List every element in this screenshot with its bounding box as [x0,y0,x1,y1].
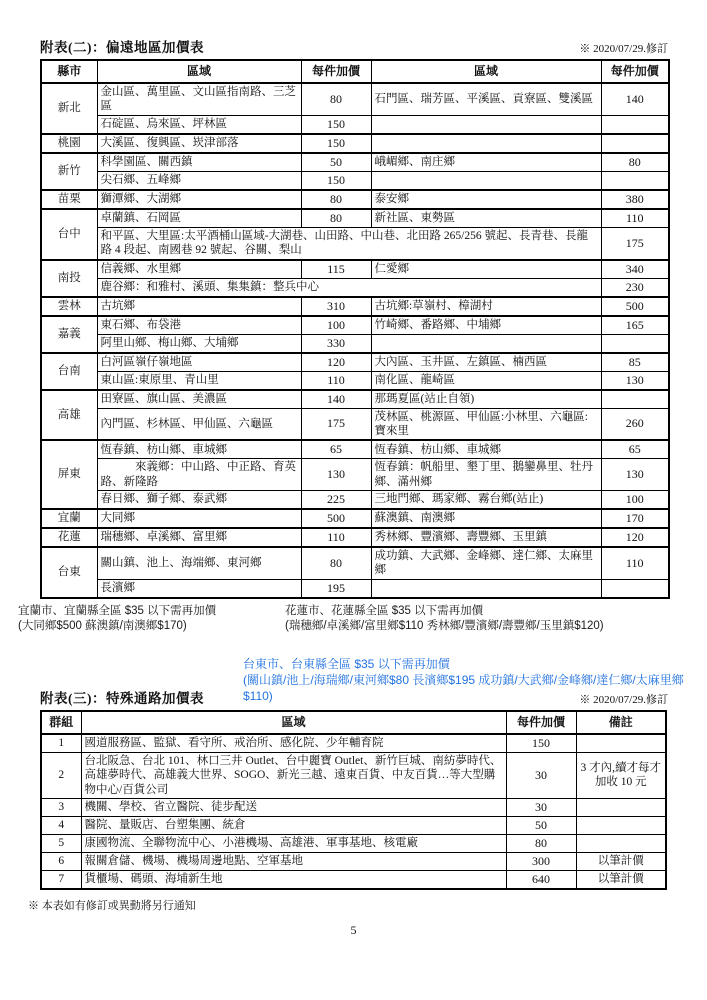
region-cell: 醫院、量販店、台塑集團、統倉 [81,816,506,834]
region-cell: 峨嵋鄉、南庄鄉 [371,153,601,172]
region-cell: 茂林區、桃源區、甲仙區:小林里、六龜區:寶來里 [371,408,601,440]
county-cell: 宜蘭 [41,509,97,528]
price-cell: 110 [601,547,669,579]
region-cell: 卓蘭鎮、石岡區 [97,209,301,228]
region-cell: 大同鄉 [97,509,301,528]
price-cell [601,579,669,598]
note-yilan-line1: 宜蘭市、宜蘭縣全區 $35 以下需再加價 [18,604,217,617]
region-cell: 機關、學校、省立醫院、徒步配送 [81,798,506,816]
table-row [41,459,669,491]
region-cell [371,171,601,190]
price-cell: 165 [601,316,669,335]
price-cell [601,334,669,353]
county-cell: 嘉義 [41,316,97,353]
region-cell: 秀林鄉、豐濱鄉、壽豐鄉、玉里鎮 [371,528,601,547]
header-group: 群組 [41,711,81,734]
region-cell: 關山鎮、池上、海端鄉、東河鄉 [97,547,301,579]
table-row [41,870,666,889]
price-cell [601,390,669,409]
table-row [41,334,669,353]
price-cell: 175 [301,408,371,440]
price-cell: 130 [601,459,669,491]
table-row [41,408,669,440]
price-cell: 65 [301,440,371,459]
region-cell: 東石鄉、布袋港 [97,316,301,335]
price-cell: 65 [601,440,669,459]
region-cell: 阿里山鄉、梅山鄉、大埔鄉 [97,334,301,353]
price-cell: 100 [601,491,669,510]
section1-header [0,36,707,59]
section1-revision-date: ※ 2020/07/29.修訂 [579,43,668,55]
price-cell: 100 [301,316,371,335]
section2-title: 附表(三)：特殊通路加價表 [40,690,204,706]
price-cell: 80 [506,834,576,852]
remark-cell: 以筆計價 [576,870,666,889]
county-cell: 花蓮 [41,528,97,547]
region-cell: 長濱鄉 [97,579,301,598]
remark-cell: 3 才內,續才每才加收 10 元 [576,752,666,798]
price-cell: 80 [301,190,371,209]
price-cell: 260 [601,408,669,440]
group-cell: 1 [41,734,81,753]
county-cell: 新北 [41,83,97,134]
price-cell: 120 [601,528,669,547]
price-cell: 150 [301,134,371,153]
price-cell: 80 [601,153,669,172]
region-cell: 貨櫃場、碼頭、海埔新生地 [81,870,506,889]
group-cell: 3 [41,798,81,816]
table-row [41,297,669,316]
table-row [41,752,666,798]
county-cell: 台東 [41,547,97,598]
note-taitung-line2: (關山鎮/池上/海瑞鄉/東河鄉$80 長濱鄉$195 成功鎮/大武鄉/金峰鄉/達仁鄉/太麻里鄉$110) [243,672,684,703]
price-cell: 640 [506,870,576,889]
note-yilan-line2: (大同鄉$500 蘇澳鎮/南澳鄉$170) [18,620,187,633]
region-cell: 石門區、瑞芳區、平溪區、貢寮區、雙溪區 [371,83,601,115]
header-region-left: 區域 [97,60,301,83]
price-cell: 140 [601,83,669,115]
group-cell: 6 [41,852,81,870]
table-row [41,153,669,172]
county-cell: 新竹 [41,153,97,190]
note-hualien [285,604,705,635]
note-hualien-line1: 花蓮市、花蓮縣全區 $35 以下需再加價 [285,604,484,617]
region-cell: 新社區、東勢區 [371,209,601,228]
price-cell: 150 [506,734,576,753]
region-cell: 尖石鄉、五峰鄉 [97,171,301,190]
county-cell: 桃園 [41,134,97,153]
remote-area-surcharge-table [40,59,670,599]
remark-cell [576,816,666,834]
remark-cell [576,734,666,753]
region-cell: 報關倉儲、機場、機場周邊地點、空軍基地 [81,852,506,870]
region-cell: 大溪區、復興區、崁津部落 [97,134,301,153]
header-price-right: 每件加價 [601,60,669,83]
group-cell: 5 [41,834,81,852]
table-row [41,115,669,134]
table-row [41,171,669,190]
price-cell: 115 [301,260,371,279]
county-cell: 台中 [41,209,97,260]
header-remark: 備註 [576,711,666,734]
region-cell: 南化區、龍崎區 [371,371,601,390]
price-cell: 80 [301,547,371,579]
price-cell: 340 [601,260,669,279]
note-taitung [243,656,701,704]
region-cell [371,579,601,598]
county-cell: 南投 [41,260,97,297]
table-row [41,509,669,528]
price-cell: 175 [601,227,669,259]
price-cell: 80 [301,209,371,228]
region-cell: 那瑪夏區(站止自領) [371,390,601,409]
price-cell: 120 [301,353,371,372]
group-cell: 4 [41,816,81,834]
region-cell: 恆春鎮、枋山鄉、車城鄉 [97,440,301,459]
county-cell: 台南 [41,353,97,390]
price-cell: 50 [506,816,576,834]
price-cell [601,171,669,190]
price-cell: 150 [301,115,371,134]
table-header-row [41,711,666,734]
table-row [41,834,666,852]
region-cell: 古坑鄉:草嶺村、樟湖村 [371,297,601,316]
region-cell [371,334,601,353]
price-cell: 300 [506,852,576,870]
region-cell: 田寮區、旗山區、美濃區 [97,390,301,409]
table-row [41,734,666,753]
header-price: 每件加價 [506,711,576,734]
section2-revision-date: ※ 2020/07/29.修訂 [579,693,668,706]
price-cell: 30 [506,752,576,798]
region-cell: 台北阪急、台北 101、林口三井 Outlet、台中麗寶 Outlet、新竹巨城、南紡夢時代、高雄夢時代、高雄義大世界、SOGO、新光三越、遠東百貨、中友百貨…等大型購物中心/百貨公司 [81,752,506,798]
table-header-row [41,60,669,83]
special-channel-surcharge-table [40,710,667,890]
region-cell: 東山區:東原里、青山里 [97,371,301,390]
table-row [41,134,669,153]
price-cell: 130 [301,459,371,491]
region-cell: 三地門鄉、瑪家鄉、霧台鄉(站止) [371,491,601,510]
region-cell: 瑞穗鄉、卓溪鄉、富里鄉 [97,528,301,547]
page-number: 5 [350,922,357,937]
price-cell: 380 [601,190,669,209]
price-cell: 330 [301,334,371,353]
footer-revision-note: ※ 本表如有修訂或異動將另行通知 [28,899,196,912]
price-cell: 110 [601,209,669,228]
region-cell: 恆春鎮：帆船里、墾丁里、鵝鑾鼻里、牡丹鄉、滿州鄉 [371,459,601,491]
region-cell: 竹崎鄉、番路鄉、中埔鄉 [371,316,601,335]
county-cell: 雲林 [41,297,97,316]
county-cell: 高雄 [41,390,97,441]
table-row [41,798,666,816]
price-cell: 85 [601,353,669,372]
header-region-right: 區域 [371,60,601,83]
price-cell: 50 [301,153,371,172]
remark-cell [576,798,666,816]
region-cell: 白河區嶺仔嶺地區 [97,353,301,372]
price-cell: 130 [601,371,669,390]
table-row [41,579,669,598]
region-cell-merged: 鹿谷鄉：和雅村、溪頭、集集鎮：整兵中心 [97,278,601,297]
region-cell: 來義鄉：中山路、中正路、育英路、新隆路 [97,459,301,491]
price-cell: 80 [301,83,371,115]
price-cell: 140 [301,390,371,409]
remark-cell: 以筆計價 [576,852,666,870]
price-cell: 110 [301,528,371,547]
table-row [41,440,669,459]
header-region: 區域 [81,711,506,734]
region-cell [371,115,601,134]
county-cell: 屏東 [41,440,97,509]
region-cell: 獅潭鄉、大湖鄉 [97,190,301,209]
region-cell-merged: 和平區、大里區:太平酒桶山區域-大湖巷、山田路、中山巷、北田路 265/256 號起、長青巷、長龍路 4 段起、南國巷 92 號起、谷關、梨山 [97,227,601,259]
region-cell: 古坑鄉 [97,297,301,316]
price-cell: 500 [601,297,669,316]
note-taitung-line1: 台東市、台東縣全區 $35 以下需再加價 [243,656,450,671]
table-row [41,371,669,390]
note-hualien-line2: (瑞穗鄉/卓溪鄉/富里鄉$110 秀林鄉/豐濱鄉/壽豐鄉/玉里鎮$120) [285,620,604,633]
region-cell: 成功鎮、大武鄉、金峰鄉、達仁鄉、太麻里鄉 [371,547,601,579]
price-cell: 170 [601,509,669,528]
note-yilan [18,604,283,635]
price-cell: 30 [506,798,576,816]
table-row [41,316,669,335]
table-row [41,491,669,510]
price-cell: 110 [301,371,371,390]
table-row [41,260,669,279]
group-cell: 7 [41,870,81,889]
price-cell: 225 [301,491,371,510]
price-cell: 150 [301,171,371,190]
region-cell: 春日鄉、獅子鄉、泰武鄉 [97,491,301,510]
region-cell: 康國物流、全聯物流中心、小港機場、高雄港、軍事基地、核電廠 [81,834,506,852]
table-row [41,528,669,547]
table-row [41,816,666,834]
region-cell: 恆春鎮、枋山鄉、車城鄉 [371,440,601,459]
table-row [41,190,669,209]
region-cell: 大內區、玉井區、左鎮區、楠西區 [371,353,601,372]
table-row [41,209,669,228]
price-cell [601,134,669,153]
price-cell [601,115,669,134]
header-price-left: 每件加價 [301,60,371,83]
region-cell: 蘇澳鎮、南澳鄉 [371,509,601,528]
group-cell: 2 [41,752,81,798]
table-row [41,278,669,297]
region-cell: 內門區、杉林區、甲仙區、六龜區 [97,408,301,440]
section1-title: 附表(二)：偏遠地區加價表 [40,40,204,55]
price-cell: 310 [301,297,371,316]
remark-cell [576,834,666,852]
region-cell: 仁愛鄉 [371,260,601,279]
table-row [41,353,669,372]
table-row [41,852,666,870]
table-row [41,547,669,579]
price-cell: 230 [601,278,669,297]
region-cell: 石碇區、烏來區、坪林區 [97,115,301,134]
region-cell [371,134,601,153]
table-row [41,83,669,115]
table-row [41,227,669,259]
region-cell: 金山區、萬里區、文山區指南路、三芝區 [97,83,301,115]
table-row [41,390,669,409]
region-cell: 科學園區、關西鎮 [97,153,301,172]
header-county: 縣市 [41,60,97,83]
region-cell: 泰安鄉 [371,190,601,209]
price-cell: 500 [301,509,371,528]
region-cell: 信義鄉、水里鄉 [97,260,301,279]
price-cell: 195 [301,579,371,598]
county-cell: 苗栗 [41,190,97,209]
region-cell: 國道服務區、監獄、看守所、戒治所、感化院、少年輔育院 [81,734,506,753]
